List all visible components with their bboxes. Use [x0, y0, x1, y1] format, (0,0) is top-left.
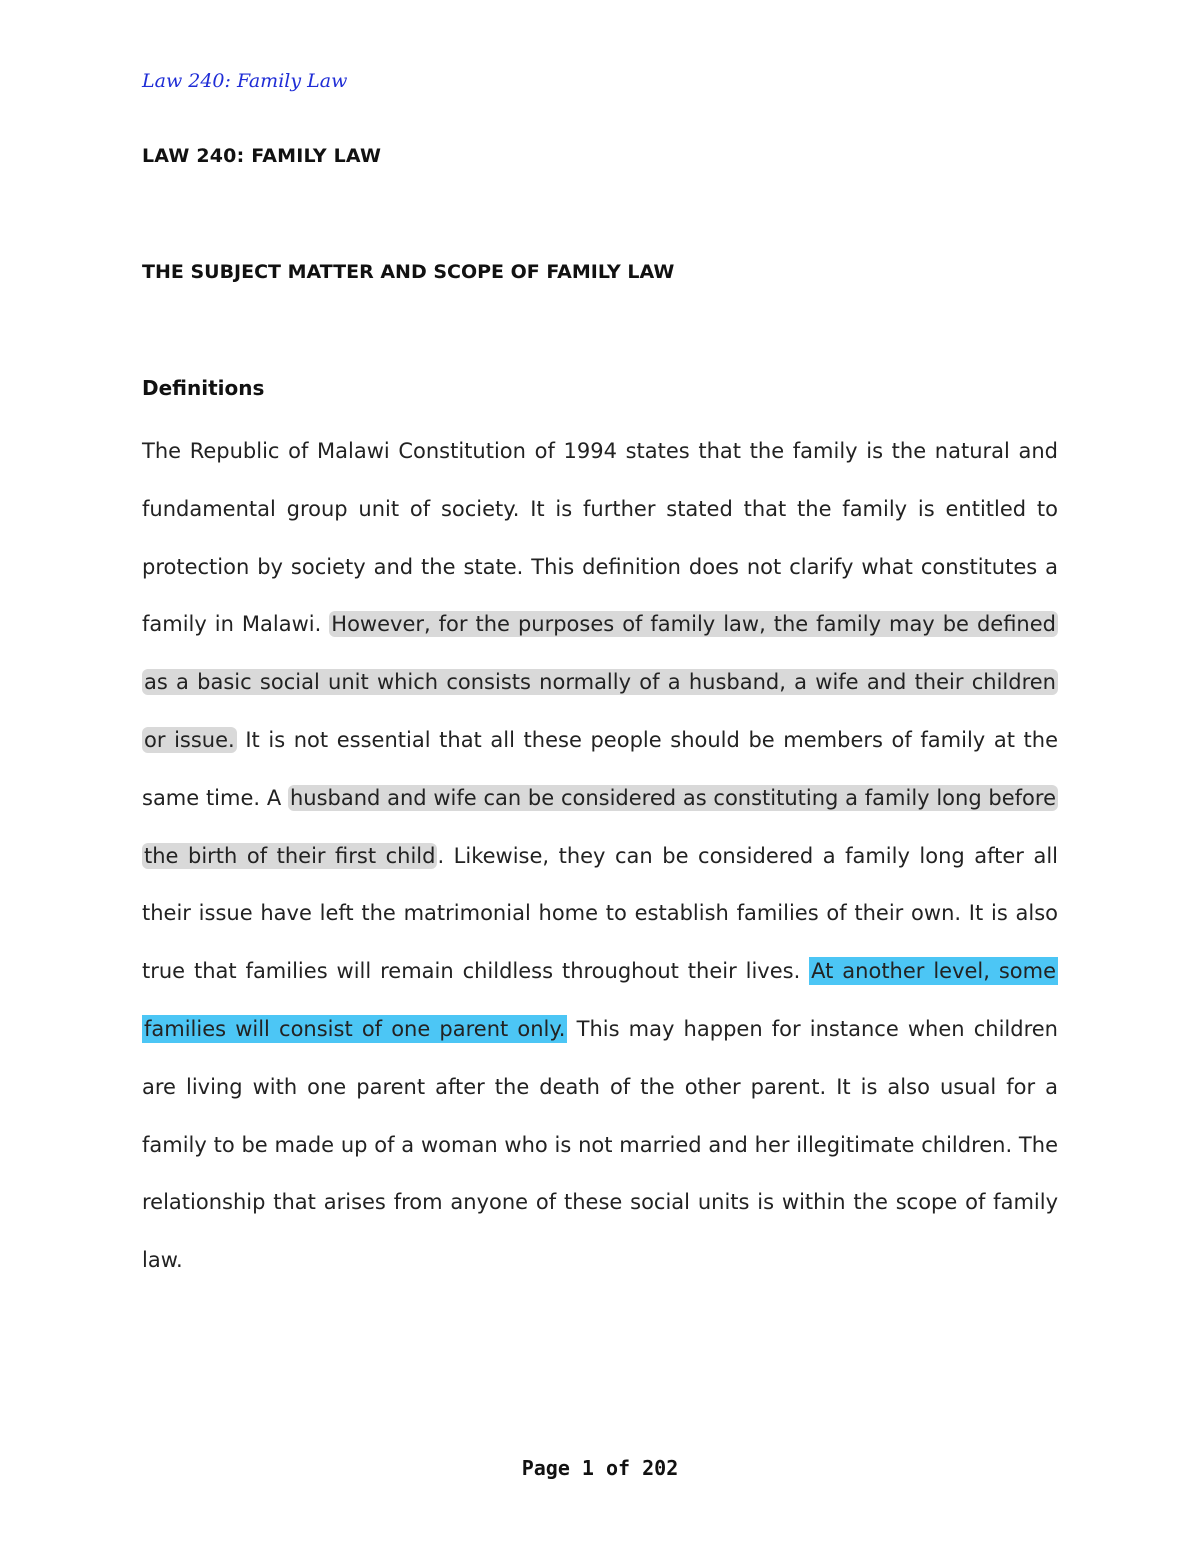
paragraph-text: . Likewise, they can be considered a family long after all their issue have left the matrimonial home to establish families of their own. It is also true that families will remain childless throughout their lives. [142, 843, 1058, 984]
gray-highlight: However, for the purposes of family law, the family may be defined as a basic social unit which consists normally of a husband, a wife and their children or issue. [144, 612, 1056, 752]
paragraph-text: It is not essential that all these people should be members of family at the same time. A [142, 727, 1058, 810]
document-title: LAW 240: FAMILY LAW [142, 145, 382, 167]
page-number-footer: Page 1 of 202 [521, 1456, 679, 1480]
paragraph-text: The Republic of Malawi Constitution of 1994 states that the family is the natural and fundamental group unit of society. It is further stated that the family is entitled to protection by society and the state. This definition does not clarify what constitutes a family in Malawi. [142, 439, 1058, 637]
gray-highlight: husband and wife can be considered as constituting a family long before the birth of their first child [144, 785, 1056, 868]
definitions-subheading: Definitions [142, 376, 265, 400]
definitions-paragraph [142, 423, 1058, 1290]
paragraph-text: This may happen for instance when children are living with one parent after the death of the other parent. It is also usual for a family to be made up of a woman who is not married and her illegitimate children. The relationship that arises from anyone of these social units is within the scope of family law. [142, 1016, 1058, 1273]
section-heading: THE SUBJECT MATTER AND SCOPE OF FAMILY LAW [142, 261, 675, 283]
running-header: Law 240: Family Law [142, 70, 348, 92]
blue-highlight: At another level, some families will consist of one parent only. [144, 959, 1056, 1041]
